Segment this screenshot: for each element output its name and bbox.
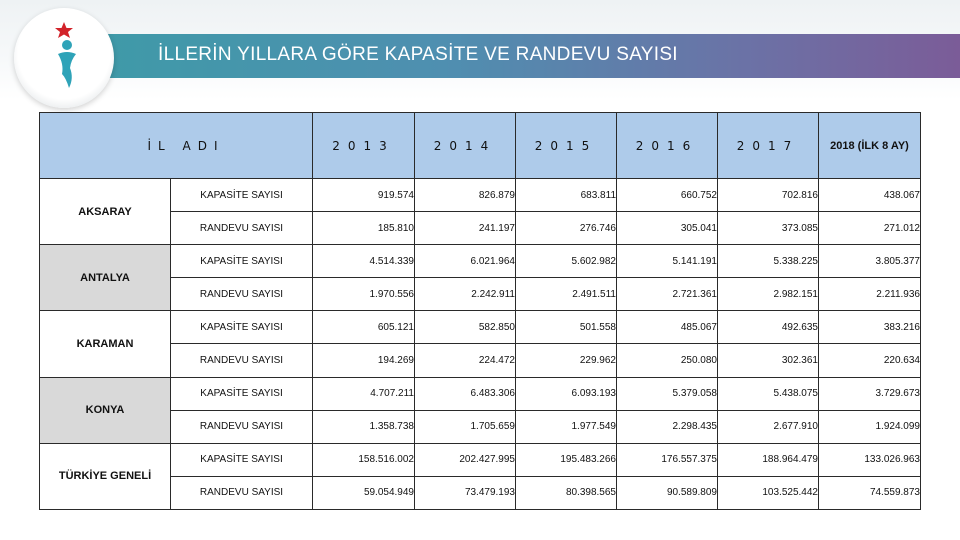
table-cell: 59.054.949 <box>313 476 415 509</box>
table-cell: 582.850 <box>415 311 516 344</box>
table-cell: 1.358.738 <box>313 410 415 443</box>
row-label: KAPASİTE SAYISI <box>171 179 313 212</box>
table-row <box>40 344 921 377</box>
table-cell: 305.041 <box>617 212 718 245</box>
table-cell: 2.211.936 <box>819 278 921 311</box>
table-cell: 2.721.361 <box>617 278 718 311</box>
table-cell: 73.479.193 <box>415 476 516 509</box>
table-cell: 103.525.442 <box>718 476 819 509</box>
table-row <box>40 311 921 344</box>
row-label: RANDEVU SAYISI <box>171 344 313 377</box>
table-cell: 6.021.964 <box>415 245 516 278</box>
table-cell: 74.559.873 <box>819 476 921 509</box>
province-name: KARAMAN <box>40 311 171 377</box>
table-cell: 501.558 <box>516 311 617 344</box>
table-row <box>40 410 921 443</box>
table-row <box>40 179 921 212</box>
table-row <box>40 377 921 410</box>
column-header-year: 2018 (İLK 8 AY) <box>819 113 921 179</box>
table-cell: 438.067 <box>819 179 921 212</box>
table-cell: 241.197 <box>415 212 516 245</box>
table-cell: 302.361 <box>718 344 819 377</box>
table-cell: 80.398.565 <box>516 476 617 509</box>
table-cell: 3.805.377 <box>819 245 921 278</box>
table-cell: 702.816 <box>718 179 819 212</box>
ministry-logo <box>14 8 114 108</box>
table-cell: 176.557.375 <box>617 443 718 476</box>
table-cell: 2.298.435 <box>617 410 718 443</box>
table-cell: 4.514.339 <box>313 245 415 278</box>
row-label: RANDEVU SAYISI <box>171 410 313 443</box>
title-band <box>100 34 960 78</box>
column-header-province: İL ADI <box>40 113 313 179</box>
table-cell: 271.012 <box>819 212 921 245</box>
table-cell: 276.746 <box>516 212 617 245</box>
table-cell: 660.752 <box>617 179 718 212</box>
row-label: KAPASİTE SAYISI <box>171 311 313 344</box>
table-cell: 3.729.673 <box>819 377 921 410</box>
table-row <box>40 212 921 245</box>
province-name: AKSARAY <box>40 179 171 245</box>
table-cell: 250.080 <box>617 344 718 377</box>
table-header-row <box>40 113 921 179</box>
table-cell: 195.483.266 <box>516 443 617 476</box>
table-cell: 826.879 <box>415 179 516 212</box>
table-cell: 5.602.982 <box>516 245 617 278</box>
row-label: RANDEVU SAYISI <box>171 212 313 245</box>
table-cell: 6.483.306 <box>415 377 516 410</box>
table-cell: 133.026.963 <box>819 443 921 476</box>
table-cell: 919.574 <box>313 179 415 212</box>
table-cell: 1.924.099 <box>819 410 921 443</box>
table-cell: 2.677.910 <box>718 410 819 443</box>
table-cell: 185.810 <box>313 212 415 245</box>
table-cell: 5.141.191 <box>617 245 718 278</box>
table-row <box>40 278 921 311</box>
table-cell: 2.242.911 <box>415 278 516 311</box>
table-cell: 5.338.225 <box>718 245 819 278</box>
table-cell: 5.438.075 <box>718 377 819 410</box>
table-row <box>40 476 921 509</box>
province-name: ANTALYA <box>40 245 171 311</box>
table-cell: 1.705.659 <box>415 410 516 443</box>
province-name: TÜRKİYE GENELİ <box>40 443 171 509</box>
table-cell: 5.379.058 <box>617 377 718 410</box>
table-cell: 158.516.002 <box>313 443 415 476</box>
column-header-year: 2015 <box>516 113 617 179</box>
table-cell: 188.964.479 <box>718 443 819 476</box>
table-cell: 1.970.556 <box>313 278 415 311</box>
table-cell: 492.635 <box>718 311 819 344</box>
capacity-appointment-table <box>39 112 921 510</box>
table-cell: 383.216 <box>819 311 921 344</box>
column-header-year: 2013 <box>313 113 415 179</box>
row-label: KAPASİTE SAYISI <box>171 443 313 476</box>
table-cell: 2.491.511 <box>516 278 617 311</box>
crescent-star-icon <box>14 8 114 108</box>
row-label: RANDEVU SAYISI <box>171 278 313 311</box>
table-cell: 2.982.151 <box>718 278 819 311</box>
province-name: KONYA <box>40 377 171 443</box>
table-cell: 224.472 <box>415 344 516 377</box>
table-row <box>40 443 921 476</box>
table-cell: 6.093.193 <box>516 377 617 410</box>
table-cell: 373.085 <box>718 212 819 245</box>
row-label: KAPASİTE SAYISI <box>171 245 313 278</box>
row-label: KAPASİTE SAYISI <box>171 377 313 410</box>
table-cell: 194.269 <box>313 344 415 377</box>
column-header-year: 2016 <box>617 113 718 179</box>
column-header-year: 2014 <box>415 113 516 179</box>
table-cell: 683.811 <box>516 179 617 212</box>
table-cell: 4.707.211 <box>313 377 415 410</box>
table-cell: 220.634 <box>819 344 921 377</box>
row-label: RANDEVU SAYISI <box>171 476 313 509</box>
table-cell: 485.067 <box>617 311 718 344</box>
column-header-year: 2017 <box>718 113 819 179</box>
table-cell: 90.589.809 <box>617 476 718 509</box>
table-cell: 605.121 <box>313 311 415 344</box>
table-cell: 1.977.549 <box>516 410 617 443</box>
table-row <box>40 245 921 278</box>
page-title: İLLERİN YILLARA GÖRE KAPASİTE VE RANDEVU SAYISI <box>158 44 678 65</box>
table-cell: 229.962 <box>516 344 617 377</box>
table-cell: 202.427.995 <box>415 443 516 476</box>
